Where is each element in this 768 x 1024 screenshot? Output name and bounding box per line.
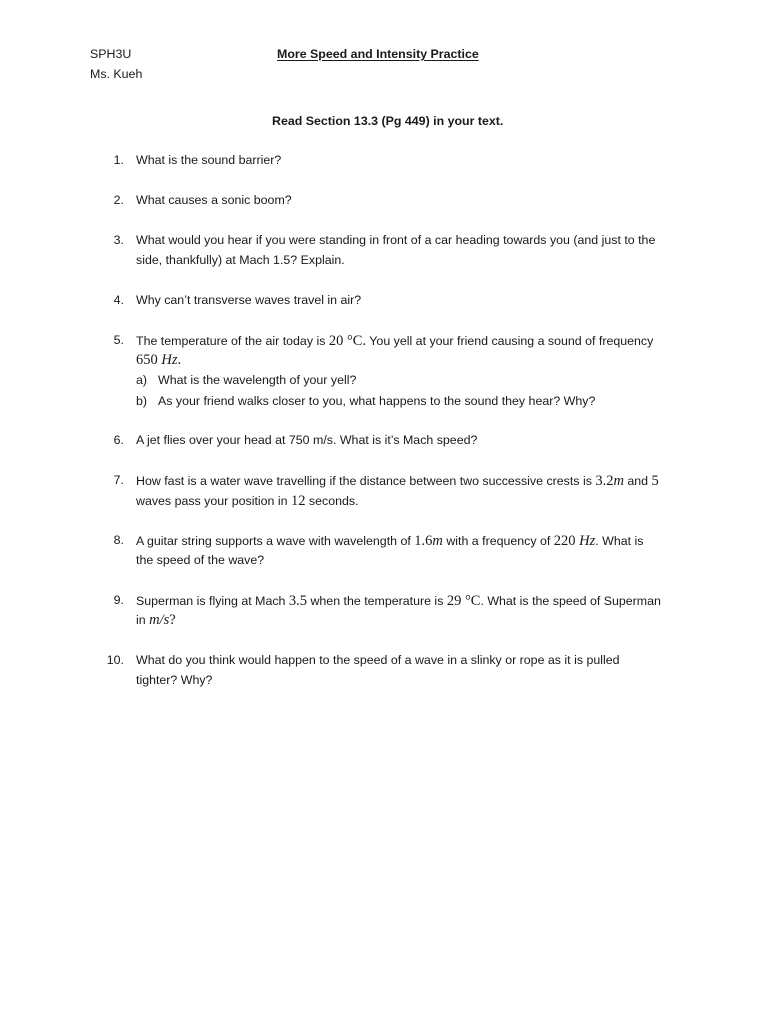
question-text: side, thankfully) at Mach 1.5? Explain. [136, 253, 345, 267]
question-text: What is the sound barrier? [136, 153, 282, 167]
question-text: What would you hear if you were standing in front of a car heading towards you (and just to the [136, 233, 656, 247]
question-number: 1. [113, 153, 124, 167]
subquestion-text: As your friend walks closer to you, what happens to the sound they hear? Why? [158, 394, 596, 408]
question-text: Why can’t transverse waves travel in air? [136, 293, 362, 307]
question-text: What causes a sonic boom? [136, 193, 292, 207]
subquestion-letter: b) [136, 394, 148, 408]
question-text: Superman is flying at Mach 3.5 when the temperature is 29 °C. What is the speed of Superman [136, 593, 661, 609]
question-text: 650 Hz. [136, 352, 182, 368]
subquestion-letter: a) [136, 373, 148, 387]
question-number: 2. [113, 193, 124, 207]
question-text: A jet flies over your head at 750 m/s. What is it’s Mach speed? [136, 433, 478, 447]
question-text: in m/s? [136, 612, 176, 628]
question-text: What do you think would happen to the speed of a wave in a slinky or rope as it is pulled [136, 653, 620, 667]
question-number: 8. [113, 533, 124, 547]
teacher-name: Ms. Kueh [90, 67, 143, 81]
question-number: 10. [106, 653, 124, 667]
question-text: waves pass your position in 12 seconds. [136, 493, 359, 509]
question-number: 4. [113, 293, 124, 307]
subquestion-text: What is the wavelength of your yell? [158, 373, 357, 387]
temperature-value: 20 °C. [328, 333, 367, 349]
question-number: 7. [113, 473, 124, 487]
question-text: A guitar string supports a wave with wavelength of 1.6m with a frequency of 220 Hz. What is [136, 533, 644, 549]
reading-instruction: Read Section 13.3 (Pg 449) in your text. [272, 114, 504, 128]
question-number: 3. [113, 233, 124, 247]
question-number: 6. [113, 433, 124, 447]
question-number: 9. [113, 593, 124, 607]
question-text: The temperature of the air today is 20 °C. You yell at your friend causing a sound of frequency [136, 333, 654, 349]
question-text: tighter? Why? [136, 673, 213, 687]
question-text: How fast is a water wave travelling if the distance between two successive crests is 3.2m and 5 [136, 473, 659, 489]
question-number: 5. [113, 333, 124, 347]
question-text: the speed of the wave? [136, 553, 265, 567]
page-title: More Speed and Intensity Practice [277, 47, 479, 61]
course-code: SPH3U [90, 47, 132, 61]
